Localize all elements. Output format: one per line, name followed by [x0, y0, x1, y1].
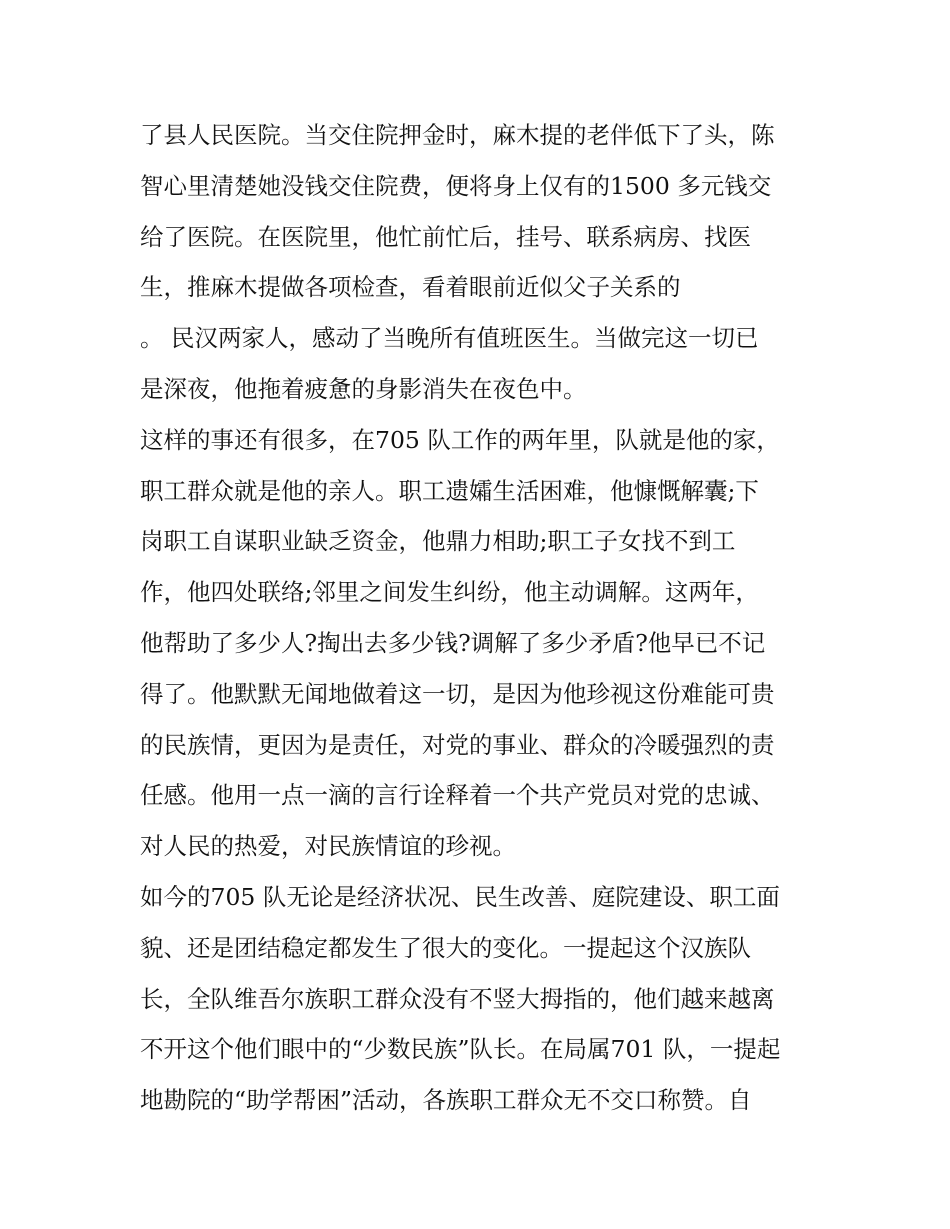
- text-line: 是深夜，他拖着疲惫的身影消失在夜色中。: [140, 374, 587, 403]
- text-line: 如今的705 队无论是经济状况、民生改善、庭院建设、职工面: [140, 882, 780, 911]
- text-line: 这样的事还有很多，在705 队工作的两年里，队就是他的家，: [140, 425, 780, 454]
- document-body: [140, 110, 820, 1126]
- text-line: 给了医院。在医院里，他忙前忙后，挂号、联系病房、找医: [140, 222, 751, 251]
- text-line: 智心里清楚她没钱交住院费，便将身上仅有的1500 多元钱交: [140, 171, 772, 200]
- text-line: 的民族情，更因为是责任，对党的事业、群众的冷暖强烈的责: [140, 730, 775, 759]
- text-line: 地勘院的“助学帮困”活动，各族职工群众无不交口称赞。自: [140, 1086, 752, 1115]
- text-line: 他帮助了多少人?掏出去多少钱?调解了多少矛盾?他早已不记: [140, 628, 766, 657]
- text-line: 岗职工自谋职业缺乏资金，他鼎力相助;职工子女找不到工: [140, 527, 736, 556]
- text-line: 任感。他用一点一滴的言行诠释着一个共产党员对党的忠诚、: [140, 781, 775, 810]
- text-line: 了县人民医院。当交住院押金时，麻木提的老伴低下了头，陈: [140, 121, 775, 149]
- text-line: 得了。他默默无闻地做着这一切，是因为他珍视这份难能可贵: [140, 679, 775, 708]
- text-line: 职工群众就是他的亲人。职工遗孀生活困难，他慷慨解囊;下: [140, 476, 759, 505]
- text-line: 作，他四处联络;邻里之间发生纠纷，他主动调解。这两年，: [140, 578, 759, 607]
- text-line: 对人民的热爱，对民族情谊的珍视。: [140, 832, 516, 861]
- text-line: 生，推麻木提做各项检查，看着眼前近似父子关系的: [140, 273, 681, 302]
- text-line: 不开这个他们眼中的“少数民族”队长。在局属701 队，一提起: [140, 1035, 781, 1064]
- text-line: 。 民汉两家人，感动了当晚所有值班医生。当做完这一切已: [140, 324, 759, 353]
- text-line: 长，全队维吾尔族职工群众没有不竖大拇指的，他们越来越离: [140, 984, 775, 1013]
- text-line: 貌、还是团结稳定都发生了很大的变化。一提起这个汉族队: [140, 933, 751, 962]
